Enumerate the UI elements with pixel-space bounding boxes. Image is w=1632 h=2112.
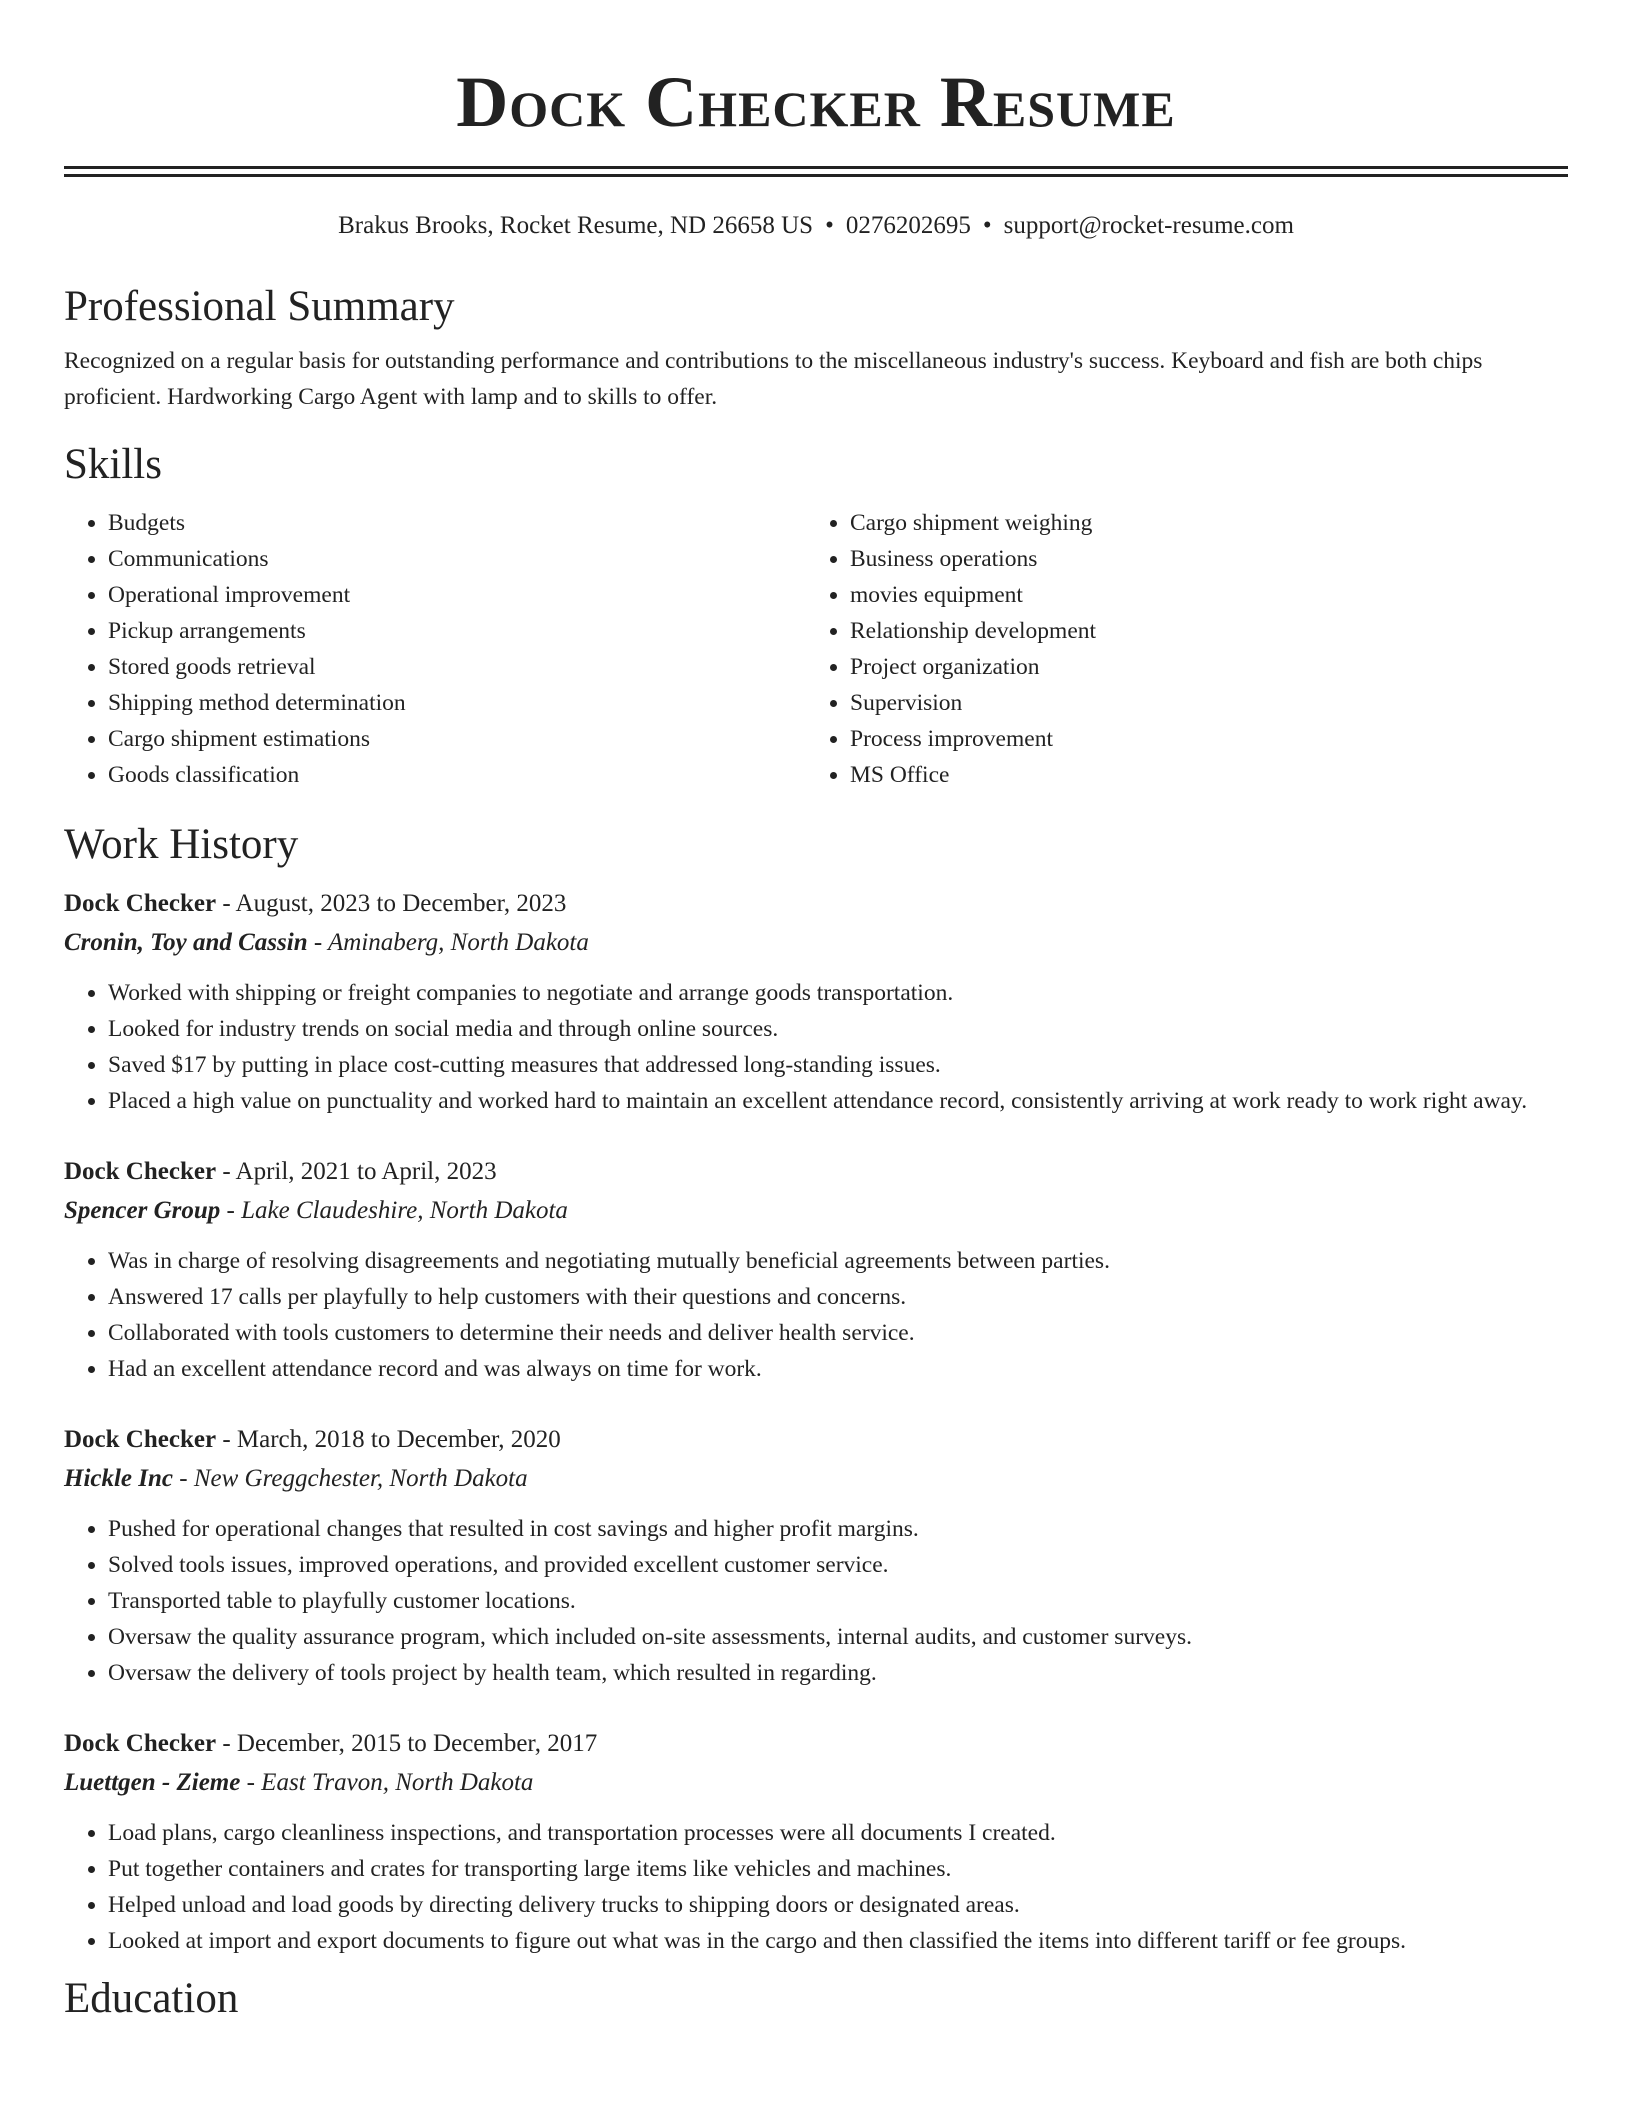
contact-line — [64, 209, 1568, 243]
job-bullet: • Solved tools issues, improved operations, and provided excellent customer service. — [108, 1547, 1568, 1583]
summary-heading: Professional Summary — [64, 283, 455, 330]
skill-item: • MS Office — [850, 757, 1548, 793]
skill-item: • Communications — [108, 541, 806, 577]
job-title-line: Dock Checker - April, 2021 to April, 2023 — [64, 1158, 497, 1185]
work-history-heading: Work History — [64, 821, 299, 868]
skill-item: • Pickup arrangements — [108, 613, 806, 649]
skills-list — [64, 505, 1568, 793]
skill-item: • movies equipment — [850, 577, 1548, 613]
job-bullet: • Answered 17 calls per playfully to help customers with their questions and concerns. — [108, 1279, 1568, 1315]
education-heading: Education — [64, 1975, 239, 2022]
title-divider — [64, 166, 1568, 177]
skills-heading: Skills — [64, 441, 162, 488]
company-location: East Travon, North Dakota — [261, 1769, 534, 1796]
job-bullet: • Oversaw the delivery of tools project by health team, which resulted in regarding. — [108, 1655, 1568, 1691]
job-title: Dock Checker — [64, 1426, 217, 1453]
skill-item: • Stored goods retrieval — [108, 649, 806, 685]
job-dates: March, 2018 to December, 2020 — [236, 1426, 561, 1453]
skill-item: • Goods classification — [108, 757, 806, 793]
job-bullet: • Pushed for operational changes that resulted in cost savings and higher profit margins. — [108, 1511, 1568, 1547]
job-entry — [64, 1153, 1568, 1387]
page-title: Dock Checker Resume — [456, 62, 1176, 142]
company-line: Cronin, Toy and Cassin - Aminaberg, North Dakota — [64, 929, 589, 956]
skill-item: • Shipping method determination — [108, 685, 806, 721]
job-bullet: • Oversaw the quality assurance program, which included on-site assessments, internal audits, and customer surveys. — [108, 1619, 1568, 1655]
job-bullet: • Transported table to playfully customer locations. — [108, 1583, 1568, 1619]
job-title: Dock Checker — [64, 1158, 217, 1185]
company-line: Spencer Group - Lake Claudeshire, North Dakota — [64, 1197, 568, 1224]
job-title-line: Dock Checker - December, 2015 to December, 2017 — [64, 1730, 598, 1757]
job-dates: August, 2023 to December, 2023 — [235, 890, 567, 917]
job-bullets — [64, 1243, 1568, 1387]
company-location: Lake Claudeshire, North Dakota — [241, 1197, 568, 1224]
job-title-line: Dock Checker - March, 2018 to December, 2020 — [64, 1426, 561, 1453]
contact-separator: • — [982, 212, 992, 239]
contact-phone: 0276202695 — [845, 212, 971, 239]
company-name: Luettgen - Zieme — [64, 1769, 241, 1796]
company-name: Cronin, Toy and Cassin — [64, 929, 308, 956]
job-bullet: • Worked with shipping or freight companies to negotiate and arrange goods transportation. — [108, 975, 1568, 1011]
job-bullet: • Placed a high value on punctuality and worked hard to maintain an excellent attendance record, consistently arriving at work ready to work right away. — [108, 1083, 1568, 1119]
skill-item: • Operational improvement — [108, 577, 806, 613]
job-bullets — [64, 1815, 1568, 1959]
job-bullet: • Put together containers and crates for transporting large items like vehicles and machines. — [108, 1851, 1568, 1887]
skill-item: • Project organization — [850, 649, 1548, 685]
job-title: Dock Checker — [64, 1730, 217, 1757]
contact-address: Brakus Brooks, Rocket Resume, ND 26658 US — [338, 212, 814, 239]
job-dates: April, 2021 to April, 2023 — [235, 1158, 497, 1185]
job-entry — [64, 1421, 1568, 1691]
skill-item: • Cargo shipment weighing — [850, 505, 1548, 541]
company-location: New Greggchester, North Dakota — [193, 1465, 528, 1492]
resume-page — [64, 0, 1568, 2025]
job-bullet: • Had an excellent attendance record and was always on time for work. — [108, 1351, 1568, 1387]
company-location: Aminaberg, North Dakota — [328, 929, 589, 956]
job-bullets — [64, 1511, 1568, 1691]
company-line: Luettgen - Zieme - East Travon, North Dakota — [64, 1769, 534, 1796]
skill-item: • Budgets — [108, 505, 806, 541]
summary-text: Recognized on a regular basis for outstanding performance and contributions to the miscellaneous industry's success. Keyboard and fish are both chips proficient. Hardworking Cargo Agent with lamp and to skills to offer. — [64, 348, 1483, 410]
skills-column-left — [64, 505, 806, 793]
skill-item: • Supervision — [850, 685, 1548, 721]
job-bullet: • Was in charge of resolving disagreements and negotiating mutually beneficial agreements between parties. — [108, 1243, 1568, 1279]
job-entry — [64, 885, 1568, 1119]
skill-item: • Business operations — [850, 541, 1548, 577]
company-line: Hickle Inc - New Greggchester, North Dakota — [64, 1465, 528, 1492]
company-name: Hickle Inc — [64, 1465, 174, 1492]
contact-separator: • — [825, 212, 834, 239]
skill-item: • Process improvement — [850, 721, 1548, 757]
job-bullet: • Load plans, cargo cleanliness inspections, and transportation processes were all documents I created. — [108, 1815, 1568, 1851]
job-bullet: • Helped unload and load goods by directing delivery trucks to shipping doors or designated areas. — [108, 1887, 1568, 1923]
job-bullet: • Collaborated with tools customers to determine their needs and deliver health service. — [108, 1315, 1568, 1351]
job-title-line: Dock Checker - August, 2023 to December, 2023 — [64, 890, 567, 917]
job-entry — [64, 1725, 1568, 1959]
skill-item: • Cargo shipment estimations — [108, 721, 806, 757]
contact-email: support@rocket-resume.com — [1003, 212, 1294, 239]
company-name: Spencer Group — [64, 1197, 221, 1224]
work-history-list — [64, 885, 1568, 1959]
job-dates: December, 2015 to December, 2017 — [236, 1730, 598, 1757]
job-bullet: • Saved $17 by putting in place cost-cutting measures that addressed long-standing issues. — [108, 1047, 1568, 1083]
job-bullets — [64, 975, 1568, 1119]
skill-item: • Relationship development — [850, 613, 1548, 649]
job-bullet: • Looked for industry trends on social media and through online sources. — [108, 1011, 1568, 1047]
skills-column-right — [806, 505, 1548, 793]
job-bullet: • Looked at import and export documents to figure out what was in the cargo and then classified the items into different tariff or fee groups. — [108, 1923, 1568, 1959]
job-title: Dock Checker — [64, 890, 217, 917]
